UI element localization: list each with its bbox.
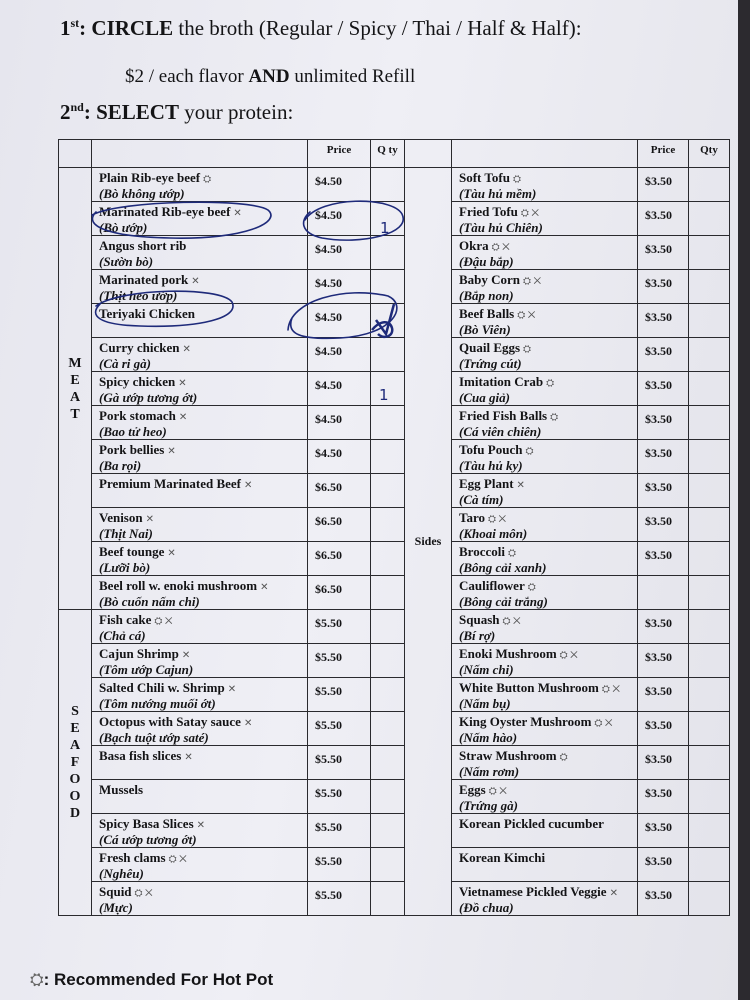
sides-item-vietnamese: (Nấm rơm): [459, 764, 520, 779]
side-qty-field[interactable]: [689, 814, 730, 848]
sides-item-vietnamese: (Trứng cút): [459, 356, 522, 371]
sides-item-name: Fried Fish Balls ⛭: [459, 408, 559, 423]
proteins-item-name: Marinated Rib-eye beef ✕: [99, 204, 242, 219]
proteins-item-cell: [92, 202, 308, 236]
sides-item-vietnamese: (Nấm bụ): [459, 696, 511, 711]
proteins-item-vietnamese: (Nghêu): [99, 866, 144, 881]
sides-item-vietnamese: (Bò Viên): [459, 322, 511, 337]
table-row: [59, 236, 730, 270]
proteins-price: $6.50: [308, 474, 371, 508]
proteins-price: $5.50: [308, 610, 371, 644]
proteins-item-vietnamese: (Thịt Nai): [99, 526, 153, 541]
proteins-item-vietnamese: (Bạch tuột ướp saté): [99, 730, 209, 745]
protein-qty-field[interactable]: [371, 406, 405, 440]
protein-qty-field[interactable]: [371, 610, 405, 644]
utensil-icon: ⛭ ✕: [134, 888, 153, 899]
sides-item-name: Enoki Mushroom ⛭ ✕: [459, 646, 578, 661]
utensil-icon: ⛭ ✕: [502, 616, 521, 627]
sides-price: $3.50: [638, 746, 689, 780]
side-qty-field[interactable]: [689, 406, 730, 440]
sides-item-name: Taro ⛭ ✕: [459, 510, 507, 525]
proteins-item-name: Fish cake ⛭ ✕: [99, 612, 173, 627]
protein-qty-field[interactable]: [371, 576, 405, 610]
sides-item-cell: [452, 746, 638, 780]
proteins-item-vietnamese: (Chả cá): [99, 628, 146, 643]
sides-item-cell: [452, 168, 638, 202]
table-row: [59, 848, 730, 882]
side-qty-field[interactable]: [689, 474, 730, 508]
proteins-item-cell: [92, 440, 308, 474]
proteins-item-name: Beel roll w. enoki mushroom ✕: [99, 578, 269, 593]
utensil-icon: ✕: [191, 276, 200, 287]
sides-item-cell: [452, 304, 638, 338]
side-qty-field[interactable]: [689, 882, 730, 916]
sides-price: $3.50: [638, 848, 689, 882]
table-row: [59, 338, 730, 372]
sides-price: $3.50: [638, 202, 689, 236]
utensil-icon: ⛭ ✕: [559, 650, 578, 661]
sides-price: $3.50: [638, 882, 689, 916]
sides-item-cell: [452, 338, 638, 372]
side-qty-field[interactable]: [689, 236, 730, 270]
proteins-price: $6.50: [308, 508, 371, 542]
proteins-price: $6.50: [308, 542, 371, 576]
table-row: [59, 440, 730, 474]
legend-text: : Recommended For Hot Pot: [43, 970, 274, 989]
table-row: [59, 576, 730, 610]
table-row: [59, 372, 730, 406]
sides-item-cell: [452, 270, 638, 304]
sides-item-name: Broccoli ⛭: [459, 544, 516, 559]
seafood-section-label: S E A F O O D: [59, 610, 92, 916]
header-price: Price: [308, 140, 371, 168]
side-qty-field[interactable]: [689, 780, 730, 814]
sides-item-cell: [452, 814, 638, 848]
proteins-price: $5.50: [308, 712, 371, 746]
utensil-icon: ⛭ ✕: [601, 684, 621, 695]
proteins-item-name: Basa fish slices ✕: [99, 748, 193, 763]
proteins-price: $4.50: [308, 304, 371, 338]
utensil-icon: ⛭ ✕: [154, 616, 173, 627]
proteins-item-vietnamese: (Lưỡi bò): [99, 560, 151, 575]
sides-item-name: Egg Plant ✕: [459, 476, 525, 491]
side-qty-field[interactable]: [689, 168, 730, 202]
proteins-item-cell: [92, 372, 308, 406]
proteins-price: $6.50: [308, 576, 371, 610]
sides-item-vietnamese: (Tàu hủ Chiên): [459, 220, 543, 235]
header-blank: [452, 140, 638, 168]
sides-item-name: Fried Tofu ⛭ ✕: [459, 204, 539, 219]
side-qty-field[interactable]: [689, 202, 730, 236]
proteins-price: $5.50: [308, 678, 371, 712]
sides-item-vietnamese: (Nấm hào): [459, 730, 518, 745]
side-qty-field[interactable]: [689, 610, 730, 644]
utensil-icon: ⛭ ✕: [168, 854, 187, 865]
sides-price: $3.50: [638, 610, 689, 644]
utensil-icon: ⛭: [525, 446, 534, 457]
proteins-price: $5.50: [308, 746, 371, 780]
proteins-price: $5.50: [308, 644, 371, 678]
sides-item-vietnamese: (Đậu bắp): [459, 254, 514, 269]
side-qty-field[interactable]: [689, 270, 730, 304]
table-row: [59, 814, 730, 848]
sides-item-cell: [452, 712, 638, 746]
utensil-icon: ✕: [233, 208, 242, 219]
proteins-item-name: Curry chicken ✕: [99, 340, 191, 355]
utensil-icon: ⛭ ✕: [491, 242, 510, 253]
sides-item-vietnamese: (Bông cải xanh): [459, 560, 547, 575]
protein-qty-field[interactable]: [371, 270, 405, 304]
utensil-icon: ✕: [167, 446, 176, 457]
table-row: [59, 474, 730, 508]
sides-item-name: White Button Mushroom ⛭ ✕: [459, 680, 621, 695]
proteins-item-vietnamese: (Gà ướp tương ớt): [99, 390, 198, 405]
side-qty-field[interactable]: [689, 304, 730, 338]
proteins-price: $4.50: [308, 270, 371, 304]
sides-item-name: Korean Kimchi: [459, 850, 546, 865]
utensil-icon: ✕: [196, 820, 206, 831]
table-row: [59, 508, 730, 542]
handwritten-qty-ribeye: 1: [380, 219, 390, 237]
sides-item-cell: [452, 236, 638, 270]
sides-price: $3.50: [638, 440, 689, 474]
proteins-item-cell: [92, 304, 308, 338]
proteins-price: $4.50: [308, 338, 371, 372]
utensil-icon: ✕: [227, 684, 237, 695]
table-row: [59, 746, 730, 780]
utensil-icon: ⛭: [203, 174, 212, 185]
sides-item-cell: [452, 678, 638, 712]
protein-qty-field[interactable]: [371, 236, 405, 270]
sides-item-name: Straw Mushroom ⛭: [459, 748, 568, 763]
proteins-item-name: Premium Marinated Beef ✕: [99, 476, 253, 491]
utensil-icon: ✕: [244, 480, 253, 491]
proteins-item-cell: [92, 882, 308, 916]
sides-item-vietnamese: (Bông cải trắng): [459, 594, 548, 609]
proteins-price: $4.50: [308, 406, 371, 440]
utensil-icon: ⛭: [559, 752, 568, 763]
sides-item-vietnamese: (Khoai môn): [459, 526, 528, 541]
proteins-item-vietnamese: (Tôm ướp Cajun): [99, 662, 194, 677]
sides-price: $3.50: [638, 304, 689, 338]
proteins-price: $4.50: [308, 202, 371, 236]
protein-qty-field[interactable]: [371, 372, 405, 406]
utensil-icon: ✕: [167, 548, 176, 559]
utensil-icon: ⛭ ✕: [488, 786, 507, 797]
table-row: [59, 202, 730, 236]
sides-item-name: Baby Corn ⛭ ✕: [459, 272, 542, 287]
proteins-item-name: Venison ✕: [99, 510, 154, 525]
sides-item-vietnamese: (Cua giả): [459, 390, 510, 405]
side-qty-field[interactable]: [689, 576, 730, 610]
header-blank: [59, 140, 92, 168]
table-row: [59, 542, 730, 576]
sides-item-cell: [452, 576, 638, 610]
proteins-item-name: Teriyaki Chicken: [99, 306, 195, 321]
side-qty-field[interactable]: [689, 542, 730, 576]
table-row: [59, 168, 730, 202]
proteins-item-cell: [92, 746, 308, 780]
proteins-item-name: Fresh clams ⛭ ✕: [99, 850, 187, 865]
proteins-item-cell: [92, 576, 308, 610]
header-price: Price: [638, 140, 689, 168]
sides-item-vietnamese: (Bắp non): [459, 288, 514, 303]
sides-price: $3.50: [638, 406, 689, 440]
protein-qty-field[interactable]: [371, 882, 405, 916]
utensil-icon: ⛭: [512, 174, 521, 185]
sides-price: $3.50: [638, 542, 689, 576]
sides-price: $3.50: [638, 780, 689, 814]
proteins-item-cell: [92, 644, 308, 678]
utensil-icon: ⛭: [527, 582, 536, 593]
table-row: [59, 780, 730, 814]
proteins-item-cell: [92, 542, 308, 576]
sides-item-cell: [452, 848, 638, 882]
utensil-icon: ⛭: [523, 344, 532, 355]
sides-item-cell: [452, 542, 638, 576]
utensil-icon: ✕: [145, 514, 154, 525]
recommended-icon: ⛭: [30, 970, 44, 989]
sides-item-cell: [452, 882, 638, 916]
sides-item-vietnamese: (Bí rợ): [459, 628, 496, 643]
proteins-item-cell: [92, 168, 308, 202]
sides-item-cell: [452, 474, 638, 508]
header-qty: Qty: [689, 140, 730, 168]
proteins-item-name: Pork stomach ✕: [99, 408, 188, 423]
proteins-item-name: Squid ⛭ ✕: [99, 884, 153, 899]
proteins-price: $5.50: [308, 814, 371, 848]
sides-item-vietnamese: (Trứng gà): [459, 798, 518, 813]
proteins-price: $4.50: [308, 440, 371, 474]
side-qty-field[interactable]: [689, 848, 730, 882]
broth-price-note: $2 / each flavor AND unlimited Refill: [125, 66, 416, 87]
proteins-item-cell: [92, 338, 308, 372]
proteins-item-name: Plain Rib-eye beef ⛭: [99, 170, 212, 185]
utensil-icon: ⛭: [507, 548, 516, 559]
utensil-icon: ✕: [516, 480, 525, 491]
sides-price: [638, 576, 689, 610]
proteins-item-name: Cajun Shrimp ✕: [99, 646, 191, 661]
protein-qty-field[interactable]: [371, 168, 405, 202]
sides-price: $3.50: [638, 372, 689, 406]
sides-price: $3.50: [638, 168, 689, 202]
proteins-item-vietnamese: (Bao tử heo): [99, 424, 167, 439]
utensil-icon: ✕: [184, 752, 193, 763]
utensil-icon: ✕: [181, 650, 191, 661]
sides-item-vietnamese: (Tàu hủ ky): [459, 458, 523, 473]
proteins-item-name: Mussels: [99, 782, 144, 797]
utensil-icon: ⛭: [550, 412, 559, 423]
table-row: [59, 610, 730, 644]
proteins-item-cell: [92, 610, 308, 644]
side-qty-field[interactable]: [689, 338, 730, 372]
sides-item-name: Soft Tofu ⛭: [459, 170, 521, 185]
proteins-item-vietnamese: (Bò không ướp): [99, 186, 185, 201]
sides-item-name: Eggs ⛭ ✕: [459, 782, 507, 797]
sides-item-name: Quail Eggs ⛭: [459, 340, 532, 355]
table-row: [59, 406, 730, 440]
proteins-item-cell: [92, 780, 308, 814]
protein-qty-field[interactable]: [371, 508, 405, 542]
proteins-item-vietnamese: (Cà ri gà): [99, 356, 151, 371]
side-qty-field[interactable]: [689, 372, 730, 406]
sides-item-cell: [452, 372, 638, 406]
sides-item-name: King Oyster Mushroom ⛭ ✕: [459, 714, 613, 729]
utensil-icon: ⛭ ✕: [488, 514, 507, 525]
protein-qty-field[interactable]: [371, 644, 405, 678]
protein-qty-field[interactable]: [371, 338, 405, 372]
proteins-item-cell: [92, 270, 308, 304]
proteins-item-vietnamese: (Tôm nướng muối ớt): [99, 696, 216, 711]
sides-item-cell: [452, 508, 638, 542]
proteins-item-name: Salted Chili w. Shrimp ✕: [99, 680, 237, 695]
protein-qty-field[interactable]: [371, 304, 405, 338]
sides-item-name: Tofu Pouch ⛭: [459, 442, 534, 457]
header-qty: Q ty: [371, 140, 405, 168]
protein-qty-field[interactable]: [371, 712, 405, 746]
proteins-item-name: Octopus with Satay sauce ✕: [99, 714, 253, 729]
table-row: [59, 270, 730, 304]
sides-item-cell: [452, 610, 638, 644]
side-qty-field[interactable]: [689, 644, 730, 678]
utensil-icon: ✕: [178, 412, 188, 423]
table-row: [59, 712, 730, 746]
utensil-icon: ⛭ ✕: [520, 208, 539, 219]
sides-item-name: Korean Pickled cucumber: [459, 816, 604, 831]
proteins-item-cell: [92, 236, 308, 270]
sides-item-vietnamese: (Đồ chua): [459, 900, 514, 915]
sides-item-vietnamese: (Nấm chi): [459, 662, 514, 677]
proteins-item-cell: [92, 678, 308, 712]
proteins-item-name: Spicy Basa Slices ✕: [99, 816, 206, 831]
sides-item-vietnamese: (Cá viên chiên): [459, 424, 542, 439]
header-blank: [405, 140, 452, 168]
proteins-item-name: Beef tounge ✕: [99, 544, 176, 559]
side-qty-field[interactable]: [689, 678, 730, 712]
sides-item-vietnamese: (Tàu hủ mềm): [459, 186, 537, 201]
proteins-price: $4.50: [308, 236, 371, 270]
table-row: [59, 644, 730, 678]
proteins-price: $4.50: [308, 372, 371, 406]
sides-price: $3.50: [638, 814, 689, 848]
proteins-price: $5.50: [308, 848, 371, 882]
proteins-price: $4.50: [308, 168, 371, 202]
sides-price: $3.50: [638, 508, 689, 542]
sides-item-cell: [452, 406, 638, 440]
sides-price: $3.50: [638, 236, 689, 270]
protein-qty-field[interactable]: [371, 814, 405, 848]
proteins-item-name: Spicy chicken ✕: [99, 374, 187, 389]
sides-price: $3.50: [638, 644, 689, 678]
sides-price: $3.50: [638, 338, 689, 372]
proteins-item-vietnamese: (Bò cuốn nấm chi): [99, 594, 200, 609]
side-qty-field[interactable]: [689, 712, 730, 746]
proteins-price: $5.50: [308, 780, 371, 814]
table-row: [59, 882, 730, 916]
protein-qty-field[interactable]: [371, 202, 405, 236]
utensil-icon: ⛭ ✕: [594, 718, 613, 729]
utensil-icon: ⛭ ✕: [523, 276, 542, 287]
utensil-icon: ⛭ ✕: [517, 310, 536, 321]
proteins-item-cell: [92, 712, 308, 746]
sides-item-cell: [452, 644, 638, 678]
sides-section-label: Sides: [405, 168, 452, 916]
protein-qty-field[interactable]: [371, 678, 405, 712]
proteins-item-name: Angus short rib: [99, 238, 187, 253]
proteins-price: $5.50: [308, 882, 371, 916]
utensil-icon: ✕: [178, 378, 187, 389]
protein-qty-field[interactable]: [371, 440, 405, 474]
protein-qty-field[interactable]: [371, 848, 405, 882]
utensil-icon: ✕: [243, 718, 253, 729]
proteins-item-vietnamese: (Mực): [99, 900, 133, 915]
sides-price: $3.50: [638, 474, 689, 508]
proteins-item-vietnamese: (Cá ướp tương ớt): [99, 832, 197, 847]
sides-item-name: Squash ⛭ ✕: [459, 612, 521, 627]
sides-item-cell: [452, 780, 638, 814]
proteins-item-vietnamese: (Ba rọi): [99, 458, 142, 473]
sides-item-cell: [452, 440, 638, 474]
protein-qty-field[interactable]: [371, 746, 405, 780]
proteins-item-vietnamese: (Bò ướp): [99, 220, 148, 235]
utensil-icon: ✕: [609, 888, 618, 899]
handwritten-qty-spicy-chicken: 1: [379, 386, 389, 404]
table-header-row: [59, 140, 730, 168]
sides-item-name: Vietnamese Pickled Veggie ✕: [459, 884, 618, 899]
utensil-icon: ✕: [260, 582, 269, 593]
proteins-item-cell: [92, 508, 308, 542]
protein-qty-field[interactable]: [371, 780, 405, 814]
sides-item-vietnamese: (Cà tím): [459, 492, 504, 507]
utensil-icon: ✕: [182, 344, 191, 355]
utensil-icon: ⛭: [546, 378, 555, 389]
step2-instruction: 2nd: SELECT your protein:: [60, 100, 294, 124]
proteins-item-cell: [92, 848, 308, 882]
proteins-item-cell: [92, 814, 308, 848]
sides-price: $3.50: [638, 678, 689, 712]
proteins-item-vietnamese: (Sườn bò): [99, 254, 154, 269]
side-qty-field[interactable]: [689, 440, 730, 474]
side-qty-field[interactable]: [689, 508, 730, 542]
table-row: [59, 678, 730, 712]
proteins-item-name: Pork bellies ✕: [99, 442, 176, 457]
sides-price: $3.50: [638, 270, 689, 304]
proteins-item-cell: [92, 406, 308, 440]
sides-item-name: Cauliflower ⛭: [459, 578, 536, 593]
proteins-item-cell: [92, 474, 308, 508]
sides-price: $3.50: [638, 712, 689, 746]
side-qty-field[interactable]: [689, 746, 730, 780]
order-table: [58, 139, 730, 916]
protein-qty-field[interactable]: [371, 474, 405, 508]
sides-item-name: Okra ⛭ ✕: [459, 238, 510, 253]
header-blank: [92, 140, 308, 168]
proteins-item-vietnamese: (Thịt heo ướp): [99, 288, 178, 303]
step1-instruction: 1st: CIRCLE the broth (Regular / Spicy / Thai / Half & Half):: [60, 16, 582, 40]
sides-item-name: Beef Balls ⛭ ✕: [459, 306, 536, 321]
legend: [30, 970, 273, 990]
sides-item-name: Imitation Crab ⛭: [459, 374, 555, 389]
protein-qty-field[interactable]: [371, 542, 405, 576]
table-row: [59, 304, 730, 338]
proteins-item-name: Marinated pork ✕: [99, 272, 200, 287]
meat-section-label: M E A T: [59, 168, 92, 610]
sides-item-cell: [452, 202, 638, 236]
